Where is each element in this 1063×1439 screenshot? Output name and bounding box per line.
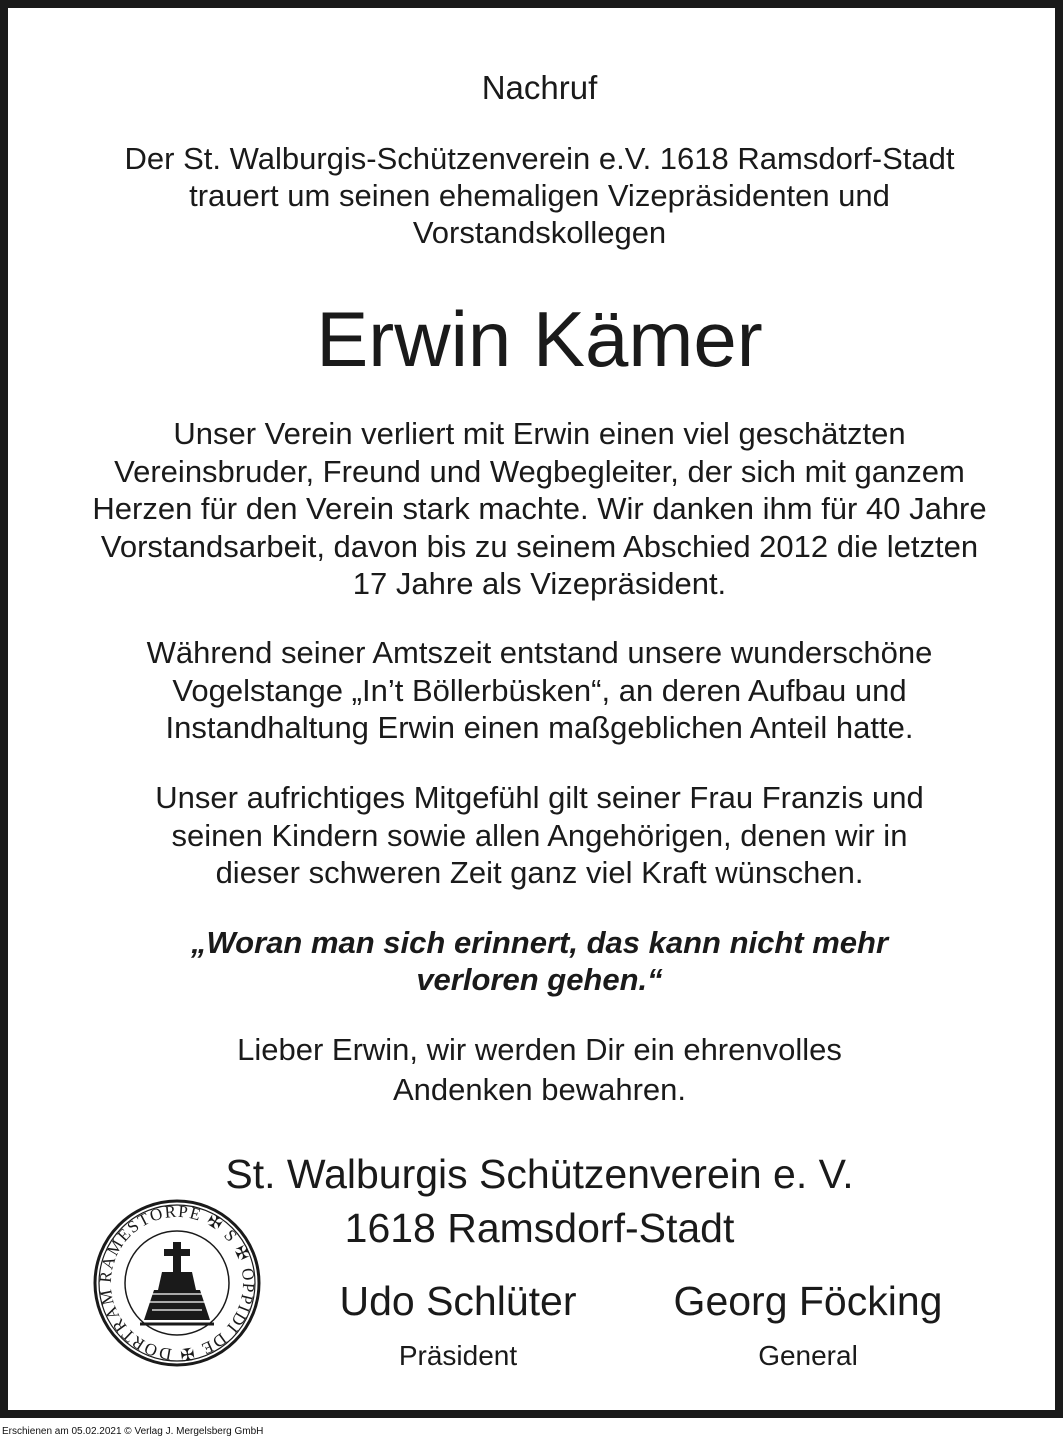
paragraph-condolence: Unser aufrichtiges Mitgefühl gilt seiner Frau Franzis und seinen Kindern sowie allen Angehörigen, denen wir in dieser schweren Zeit ganz viel Kraft wünschen.: [155, 780, 924, 890]
signatory-general: [647, 1276, 969, 1373]
seal-inscription: RAMESTORPE ✠ S ✠ OPPIDI DE ✠ DORTRAM: [95, 1201, 259, 1365]
paragraph-vogelstange: Während seiner Amtszeit entstand unsere wunderschöne Vogelstange „In’t Böllerbüsken“, an deren Aufbau und Instandhaltung Erwin einen maßgeblichen Anteil hatte.: [146, 635, 933, 745]
signatory-president: [313, 1276, 603, 1373]
notice-title: Nachruf: [481, 69, 598, 106]
signatory-role: General: [758, 1340, 858, 1371]
intro-line: Vorstandskollegen: [412, 215, 667, 250]
intro-line: Der St. Walburgis-Schützenverein e.V. 1618 Ramsdorf-Stadt: [124, 141, 955, 176]
memorial-quote: „Woran man sich erinnert, das kann nicht mehr verloren gehen.“: [190, 925, 889, 997]
signatory-name: Udo Schlüter: [339, 1278, 577, 1324]
signatory-name: Georg Föcking: [673, 1278, 943, 1324]
publication-footer: Erschienen am 05.02.2021 © Verlag J. Mergelsberg GmbH: [2, 1426, 264, 1437]
intro-text: [8, 140, 1063, 251]
signatory-role: Präsident: [398, 1340, 518, 1371]
paragraph-tribute: Unser Verein verliert mit Erwin einen viel geschätzten Vereinsbruder, Freund und Wegbegleiter, der sich mit ganzem Herzen für den Verein stark machte. Wir danken ihm für 40 Jahre Vorstandsarbeit, davon bis zu seinem Abschied 2012 die letzten 17 Jahre als Vizepräsident.: [92, 416, 987, 601]
farewell-text: Lieber Erwin, wir werden Dir ein ehrenvolles Andenken bewahren.: [237, 1032, 842, 1107]
intro-line: trauert um seinen ehemaligen Vizepräsidenten und: [189, 178, 890, 213]
deceased-name: Erwin Kämer: [316, 295, 763, 383]
club-seal-icon: [92, 1198, 262, 1368]
organization-name: St. Walburgis Schützenverein e. V. 1618 Ramsdorf-Stadt: [225, 1151, 854, 1251]
